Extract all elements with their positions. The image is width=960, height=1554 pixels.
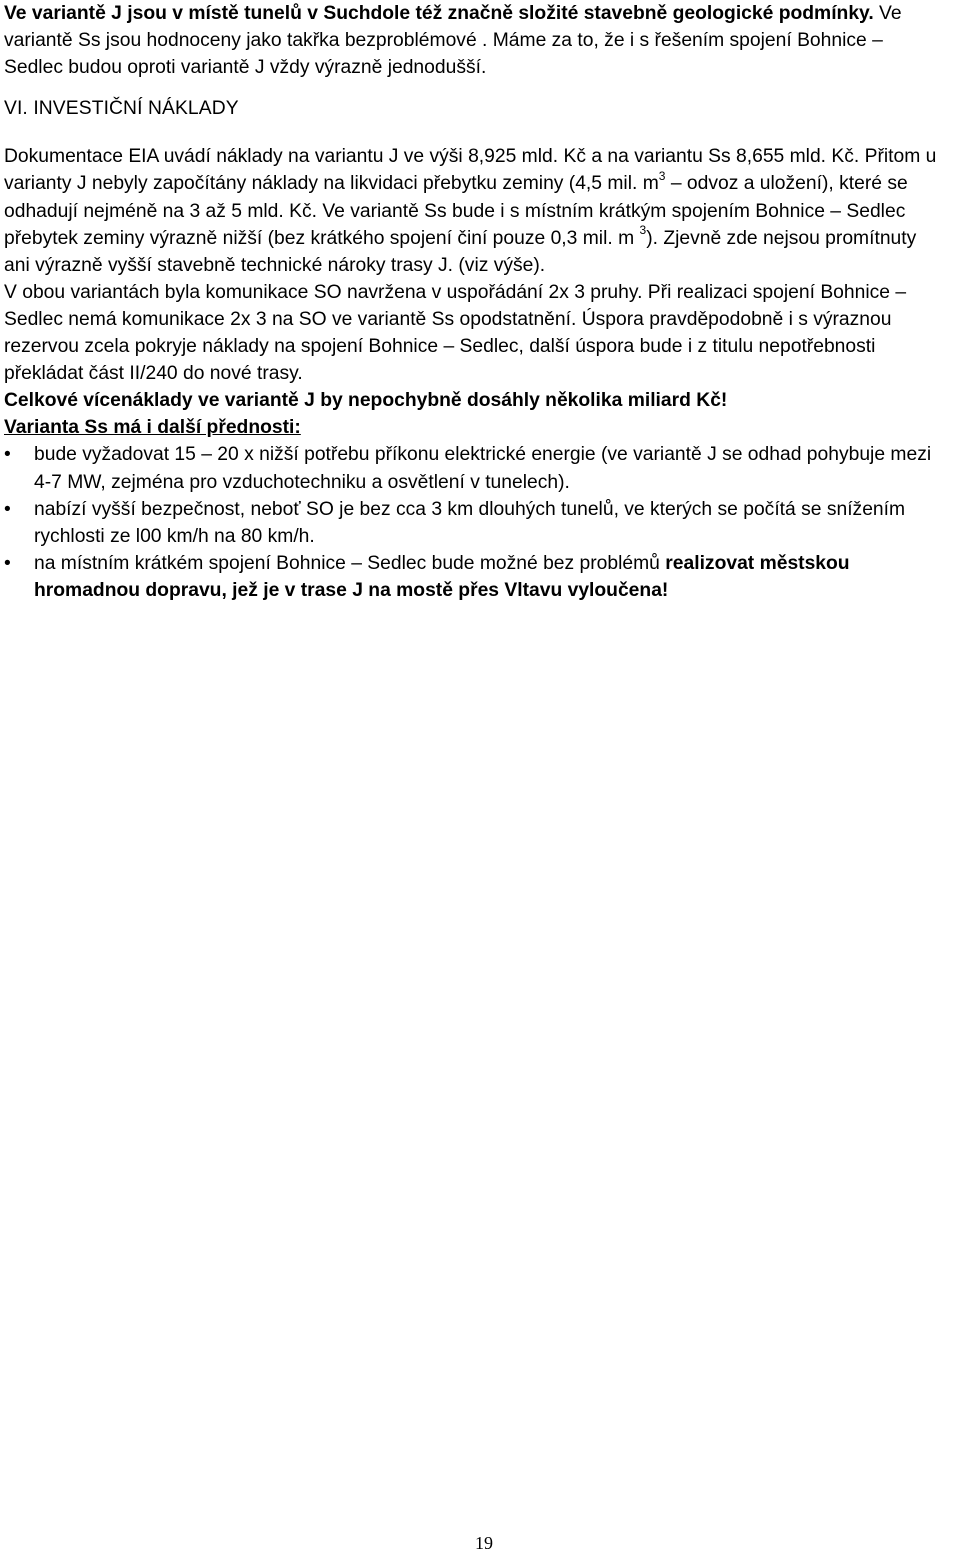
- paragraph-lanes: V obou variantách byla komunikace SO navržena v uspořádání 2x 3 pruhy. Při realizaci spojení Bohnice – Sedlec nemá komunikace 2x 3 na SO ve variantě Ss opodstatnění. Úspora pravděpodobně i s výraznou rezervou zcela pokryje náklady na spojení Bohnice – Sedlec, další úspora bude i z titulu nepotřebnosti překládat část II/240 do nové trasy.: [4, 281, 907, 385]
- list-item-text: nabízí vyšší bezpečnost, neboť SO je bez cca 3 km dlouhých tunelů, ve kterých se počítá se snížením rychlosti ze l00 km/h na 80 km/h.: [34, 498, 906, 547]
- costs-text-2: – odvoz a uložení), které se odhadují nejméně na 3 až 5 mld. Kč. Ve variantě Ss bude i s místním krátkým spojením Bohnice – Sedlec přebytek zeminy výrazně nižší (bez krátkého spojení činí pouze 0,3 mil. m: [4, 173, 908, 249]
- list-item-text: na místním krátkém spojení Bohnice – Sedlec bude možné bez problémů: [34, 552, 666, 574]
- paragraph-geology: [4, 0, 944, 81]
- paragraph-advantages-heading: Varianta Ss má i další přednosti:: [4, 417, 301, 439]
- costs-text-3: ). Zjevně zde nejsou promítnuty ani výrazně vyšší stavebně technické nároky trasy J. (viz výše).: [4, 227, 917, 276]
- list-item: [4, 441, 944, 495]
- geology-bold-lead: Ve variantě J jsou v místě tunelů v Suchdole též značně složité stavebně geologické podmínky.: [4, 3, 874, 24]
- paragraph-extra-costs: Celkové vícenáklady ve variantě J by nepochybně dosáhly několika miliard Kč!: [4, 390, 728, 412]
- section-heading: VI. INVESTIČNÍ NÁKLADY: [4, 98, 239, 120]
- bullet-icon: •: [4, 444, 11, 466]
- list-item-text: bude vyžadovat 15 – 20 x nižší potřebu příkonu elektrické energie (ve variantě J se odhad pohybuje mezi 4-7 MW, zejména pro vzduchotechniku a osvětlení v tunelech).: [34, 444, 932, 493]
- paragraph-costs: [4, 143, 944, 278]
- advantages-list: [4, 441, 944, 604]
- bullet-icon: •: [4, 498, 11, 520]
- list-item: [4, 550, 944, 604]
- document-page: [4, 0, 944, 604]
- costs-superscript-1: 3: [658, 169, 666, 184]
- list-item: [4, 496, 944, 550]
- costs-text-1: Dokumentace EIA uvádí náklady na variantu J ve výši 8,925 mld. Kč a na variantu Ss 8,655 mld. Kč. Přitom u varianty J nebyly započítány náklady na likvidaci přebytku zeminy (4,5 mil. m: [4, 146, 937, 195]
- costs-superscript-2: 3: [639, 223, 647, 238]
- list-item-bold-text: realizovat městskou hromadnou dopravu, jež je v trase J na mostě přes Vltavu vyloučena!: [34, 552, 850, 601]
- geology-text: Ve variantě Ss jsou hodnoceny jako takřka bezproblémové . Máme za to, že i s řešením spojení Bohnice – Sedlec budou oproti variantě J vždy výrazně jednodušší.: [4, 3, 902, 79]
- bullet-icon: •: [4, 552, 11, 574]
- page-number: 19: [475, 1533, 493, 1553]
